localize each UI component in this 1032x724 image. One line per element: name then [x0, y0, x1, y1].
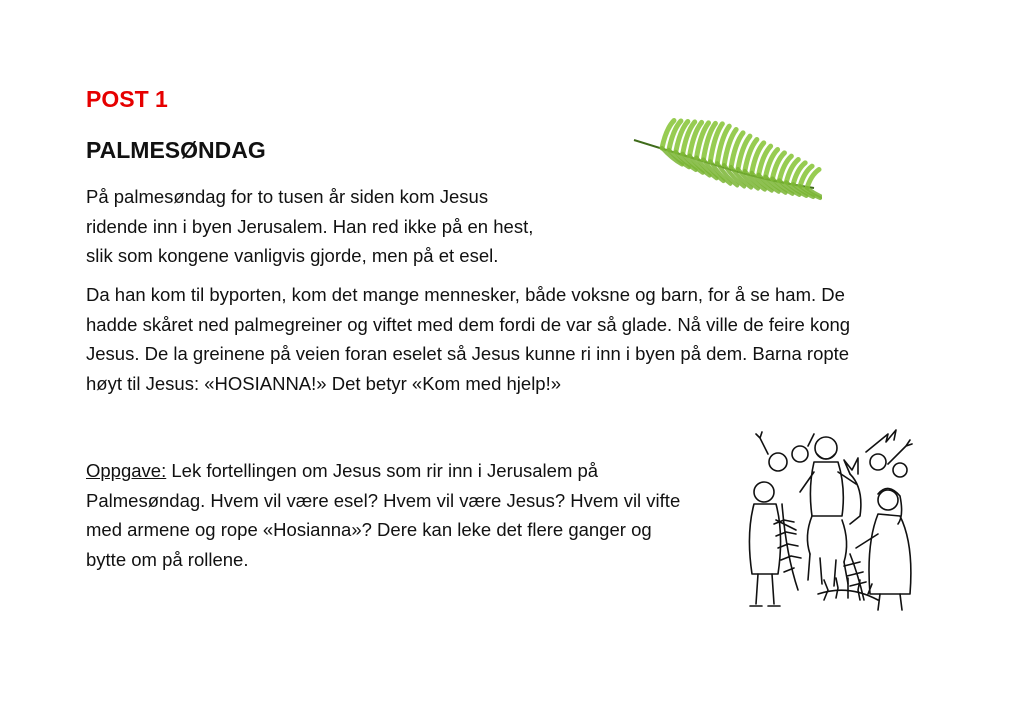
jesus-on-donkey-illustration — [738, 424, 938, 634]
post-label: POST 1 — [86, 86, 168, 112]
intro-line: ridende inn i byen Jerusalem. Han red ikke på en hest, — [86, 215, 534, 237]
task-line: bytte om på rollene. — [86, 548, 249, 570]
story-line: Jesus. De la greinene på veien foran eselet så Jesus kunne ri inn i byen på dem. Barna ropte — [86, 343, 850, 364]
task-line: Palmesøndag. Hvem vil være esel? Hvem vil være Jesus? Hvem vil vifte — [86, 489, 681, 511]
page-title: PALMESØNDAG — [86, 137, 266, 163]
task-paragraph — [86, 456, 736, 574]
story-line: høyt til Jesus: «HOSIANNA!» Det betyr «Kom med hjelp!» — [86, 372, 562, 394]
story-paragraph — [86, 280, 948, 398]
intro-line: På palmesøndag for to tusen år siden kom Jesus — [86, 186, 489, 207]
intro-paragraph — [86, 182, 591, 271]
palm-leaf-icon — [632, 118, 822, 208]
task-line-rest: Lek fortellingen om Jesus som rir inn i Jerusalem på — [166, 460, 599, 481]
task-line: med armene og rope «Hosianna»? Dere kan leke det flere ganger og — [86, 519, 652, 540]
intro-line: slik som kongene vanligvis gjorde, men på et esel. — [86, 245, 499, 266]
story-line: Da han kom til byporten, kom det mange mennesker, både voksne og barn, for å se ham. De — [86, 284, 845, 305]
story-line: hadde skåret ned palmegreiner og viftet med dem fordi de var så glade. Nå ville de feire kong — [86, 313, 851, 335]
task-line — [86, 456, 736, 486]
task-label: Oppgave: — [86, 460, 167, 481]
